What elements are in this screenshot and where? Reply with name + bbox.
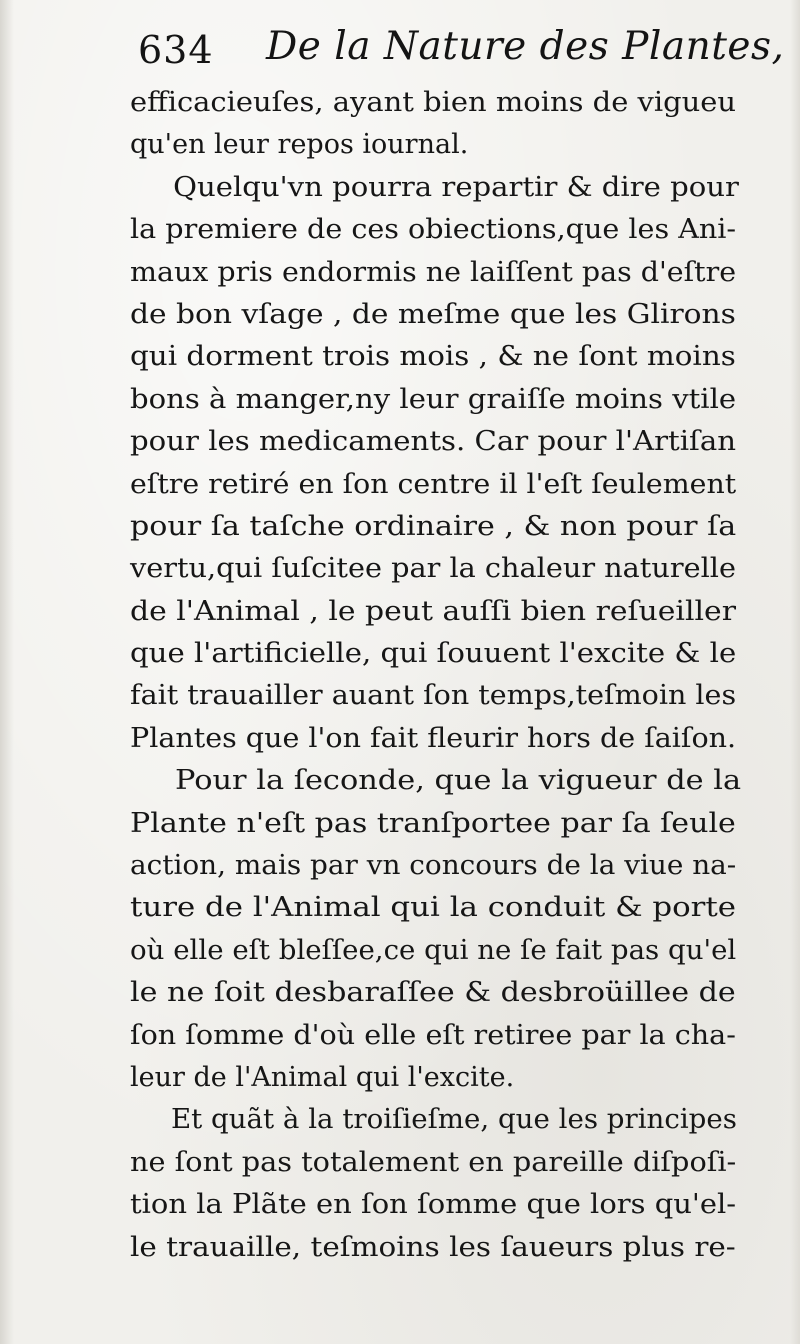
text-line-10: eſtre retiré en ſon centre il l'eſt ſeulement xyxy=(130,468,737,500)
text-line-5: maux pris endormis ne laiſſent pas d'eſtre xyxy=(130,256,737,288)
page-number: 634 xyxy=(138,28,214,72)
text-line-21: où elle eſt bleſſee,ce qui ne ſe fait pas qu'el xyxy=(130,934,737,966)
text-line-14: que l'artificielle, qui ſouuent l'excite & le xyxy=(130,638,737,670)
text-line-12: vertu,qui ſuſcitee par la chaleur naturelle xyxy=(130,553,736,585)
text-line-3: Quelqu'vn pourra repartir & dire pour xyxy=(173,171,739,203)
text-line-17: Pour la ſeconde, que la vigueur de la xyxy=(175,765,742,797)
text-line-22: le ne ſoit desbaraſſee & desbroüillee de xyxy=(130,977,736,1009)
running-title: De la Nature des Plantes, xyxy=(266,24,785,69)
text-line-20: ture de l'Animal qui la conduit & porte xyxy=(130,892,737,924)
text-line-19: action, mais par vn concours de la viue na- xyxy=(130,850,737,882)
text-line-16: Plantes que l'on fait fleurir hors de ſaiſon. xyxy=(130,722,737,754)
text-line-15: fait trauailler auant ſon temps,teſmoin les xyxy=(130,680,737,712)
text-line-18: Plante n'eſt pas tranſportee par ſa ſeule xyxy=(130,807,736,839)
text-line-13: de l'Animal , le peut auſſi bien reſueiller xyxy=(130,595,736,627)
text-line-26: ne ſont pas totalement en pareille diſpoſi- xyxy=(130,1146,737,1178)
text-line-28: le trauaille, teſmoins les ſaueurs plus re- xyxy=(130,1231,736,1263)
text-line-8: bons à manger,ny leur graiſſe moins vtile xyxy=(130,383,737,415)
page-edge-shadow xyxy=(790,0,800,1344)
text-line-11: pour ſa taſche ordinaire , & non pour ſa xyxy=(130,510,737,542)
text-line-27: tion la Plãte en ſon ſomme que lors qu'el- xyxy=(130,1189,737,1221)
text-line-7: qui dorment trois mois , & ne ſont moins xyxy=(130,341,736,373)
text-line-4: la premiere de ces obiections,que les Ani- xyxy=(130,214,737,246)
page-gutter-shadow xyxy=(0,0,14,1344)
running-head xyxy=(138,22,785,78)
text-block xyxy=(130,82,740,1269)
text-line-6: de bon vſage , de meſme que les Glirons xyxy=(130,298,736,330)
text-line-1: efficacieuſes, ayant bien moins de vigueu xyxy=(130,87,737,118)
text-line-23: ſon ſomme d'où elle eſt retiree par la cha- xyxy=(130,1019,736,1051)
text-line-2: qu'en leur repos iournal. xyxy=(130,129,469,161)
text-line-25: Et quãt à la troiſieſme, que les principes xyxy=(170,1104,737,1136)
text-line-9: pour les medicaments. Car pour l'Artiſan xyxy=(130,426,737,458)
text-line-24: leur de l'Animal qui l'excite. xyxy=(130,1061,515,1093)
